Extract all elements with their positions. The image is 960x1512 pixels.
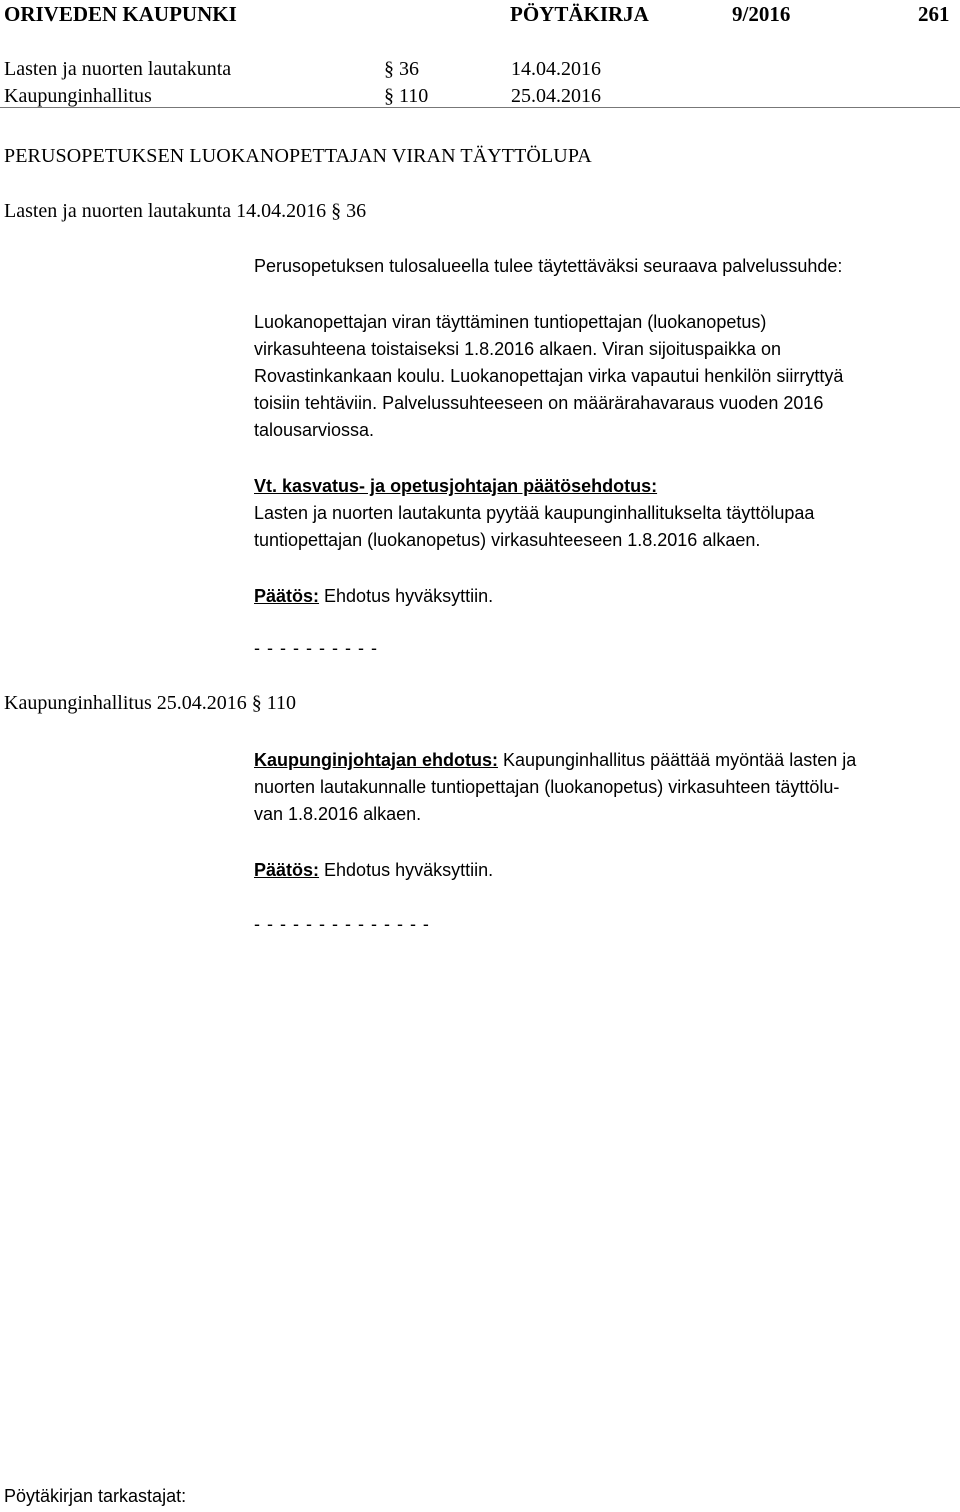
section1-intro: Perusopetuksen tulosalueella tulee täytettäväksi seuraava palvelussuhde: [254, 256, 843, 276]
document-number: 9/2016 [732, 2, 791, 26]
proposal-line: van 1.8.2016 alkaen. [254, 804, 422, 824]
proposal-label: Kaupunginjohtajan ehdotus: [254, 750, 498, 770]
section1-decision [254, 583, 493, 610]
proposal-line: tuntiopettajan (luokanopetus) virkasuhteeseen 1.8.2016 alkaen. [254, 530, 761, 550]
section1-proposal [254, 473, 954, 554]
section2-decision [254, 857, 493, 884]
minutes-checkers-label: Pöytäkirjan tarkastajat: [4, 1486, 187, 1506]
proposal-line: Lasten ja nuorten lautakunta pyytää kaupunginhallitukselta täyttölupaa [254, 503, 815, 523]
section1-margin-label: Lasten ja nuorten lautakunta 14.04.2016 § 36 [4, 200, 367, 222]
proposal-label: Vt. kasvatus- ja opetusjohtajan päätösehdotus: [254, 476, 658, 496]
section2-margin-label: Kaupunginhallitus 25.04.2016 § 110 [4, 692, 297, 714]
proposal-line: nuorten lautakunnalle tuntiopettajan (luokanopetus) virkasuhteen täyttölu- [254, 777, 840, 797]
description-line: Rovastinkankaan koulu. Luokanopettajan virka vapautui henkilön siirryttyä [254, 366, 844, 386]
section1-separator: - - - - - - - - - - [254, 638, 378, 658]
meeting-section-2: § 110 [384, 85, 429, 107]
description-line: Luokanopettajan viran täyttäminen tuntiopettajan (luokanopetus) [254, 312, 767, 332]
decision-label: Päätös: [254, 586, 320, 606]
decision-text: Ehdotus hyväksyttiin. [319, 586, 494, 606]
page-number: 261 [918, 2, 950, 26]
section2-separator: - - - - - - - - - - - - - - [254, 914, 430, 934]
meeting-body-1: Lasten ja nuorten lautakunta [4, 58, 232, 80]
document-title: PERUSOPETUKSEN LUOKANOPETTAJAN VIRAN TÄYTTÖLUPA [4, 145, 592, 167]
description-line: toisiin tehtäviin. Palvelussuhteeseen on määrärahavaraus vuoden 2016 [254, 393, 824, 413]
proposal-line: Kaupunginhallitus päättää myöntää lasten ja [497, 750, 857, 770]
description-line: talousarviossa. [254, 420, 375, 440]
header-divider [0, 107, 960, 108]
decision-text: Ehdotus hyväksyttiin. [319, 860, 494, 880]
decision-label: Päätös: [254, 860, 320, 880]
meeting-date-2: 25.04.2016 [511, 85, 601, 107]
section2-proposal [254, 747, 954, 828]
meeting-body-2: Kaupunginhallitus [4, 85, 152, 107]
organization-name: ORIVEDEN KAUPUNKI [4, 2, 237, 26]
description-line: virkasuhteena toistaiseksi 1.8.2016 alkaen. Viran sijoituspaikka on [254, 339, 781, 359]
meeting-section-1: § 36 [384, 58, 419, 80]
meeting-date-1: 14.04.2016 [511, 58, 601, 80]
section1-description [254, 309, 954, 444]
document-type: PÖYTÄKIRJA [510, 2, 649, 26]
